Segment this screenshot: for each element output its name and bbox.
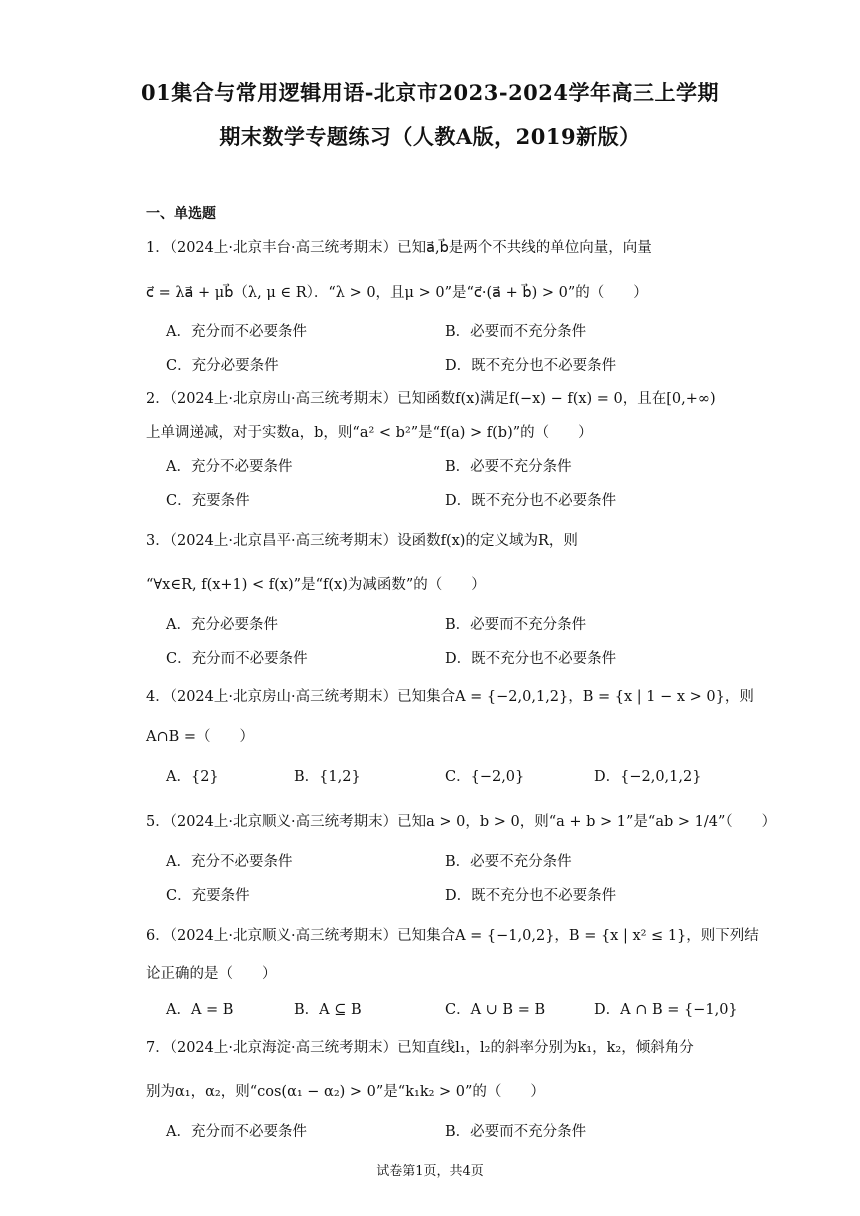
document-title-line-1: 01集合与常用逻辑用语-北京市2023-2024学年高三上学期 [140, 80, 720, 105]
option-a: A．充分不必要条件 [166, 459, 293, 475]
option-a: A．充分而不必要条件 [166, 324, 307, 340]
option-c: C．A ∪ B = B [445, 1002, 546, 1018]
option-a: A．A = B [166, 1002, 234, 1018]
option-d: D．既不充分也不必要条件 [445, 493, 617, 509]
question-text-line: A∩B =（ ） [146, 729, 255, 745]
question-text-line: 论正确的是（ ） [146, 966, 277, 982]
option-c: C．充分必要条件 [166, 358, 279, 374]
option-a: A．充分不必要条件 [166, 854, 293, 870]
option-b: B．必要而不充分条件 [445, 617, 587, 633]
question-text-line: 1．（2024上·北京丰台·高三统考期末）已知a⃗,b⃗是两个不共线的单位向量，向量 [146, 240, 652, 256]
question-text-line: 4．（2024上·北京房山·高三统考期末）已知集合A = {−2,0,1,2}，B = {x | 1 − x > 0}，则 [146, 689, 754, 705]
question-text-line: “∀x∈R, f(x+1) < f(x)”是“f(x)为减函数”的（ ） [146, 577, 486, 593]
option-d: D．{−2,0,1,2} [594, 769, 702, 785]
option-b: B．必要不充分条件 [445, 854, 572, 870]
question-text-line: 6．（2024上·北京顺义·高三统考期末）已知集合A = {−1,0,2}，B = {x | x² ≤ 1}，则下列结 [146, 928, 759, 944]
option-b: B．必要不充分条件 [445, 459, 572, 475]
option-c: C．充要条件 [166, 493, 250, 509]
question-text-line: 上单调递减，对于实数a，b，则“a² < b²”是“f(a) > f(b)”的（ ） [146, 425, 593, 441]
question-text-line: 5．（2024上·北京顺义·高三统考期末）已知a > 0，b > 0，则“a + b > 1”是“ab > 1/4”（ ） [146, 814, 777, 830]
section-heading: 一、单选题 [146, 206, 216, 222]
option-b: B．A ⊆ B [294, 1002, 362, 1018]
option-d: D．既不充分也不必要条件 [445, 651, 617, 667]
option-d: D．A ∩ B = {−1,0} [594, 1002, 738, 1018]
option-a: A．{2} [166, 769, 219, 785]
document-title-line-2: 期末数学专题练习（人教A版，2019新版） [219, 124, 641, 149]
question-text-line: 别为α₁，α₂，则“cos(α₁ − α₂) > 0”是“k₁k₂ > 0”的（ ） [146, 1084, 545, 1100]
option-a: A．充分必要条件 [166, 617, 278, 633]
option-a: A．充分而不必要条件 [166, 1124, 307, 1140]
question-text-line: 3．（2024上·北京昌平·高三统考期末）设函数f(x)的定义域为R，则 [146, 533, 578, 549]
option-c: C．充要条件 [166, 888, 250, 904]
question-text-line: 7．（2024上·北京海淀·高三统考期末）已知直线l₁，l₂的斜率分别为k₁，k₂，倾斜角分 [146, 1040, 694, 1056]
option-b: B．{1,2} [294, 769, 361, 785]
option-b: B．必要而不充分条件 [445, 1124, 587, 1140]
page-footer: 试卷第1页，共4页 [376, 1164, 484, 1179]
option-c: C．{−2,0} [445, 769, 525, 785]
option-b: B．必要而不充分条件 [445, 324, 587, 340]
option-c: C．充分而不必要条件 [166, 651, 308, 667]
question-text-line: c⃗ = λa⃗ + μb⃗（λ, μ ∈ R）．“λ > 0，且μ > 0”是“c⃗·(a⃗ + b⃗) > 0”的（ ） [146, 285, 648, 301]
option-d: D．既不充分也不必要条件 [445, 358, 617, 374]
question-text-line: 2．（2024上·北京房山·高三统考期末）已知函数f(x)满足f(−x) − f(x) = 0，且在[0,+∞) [146, 391, 716, 407]
option-d: D．既不充分也不必要条件 [445, 888, 617, 904]
